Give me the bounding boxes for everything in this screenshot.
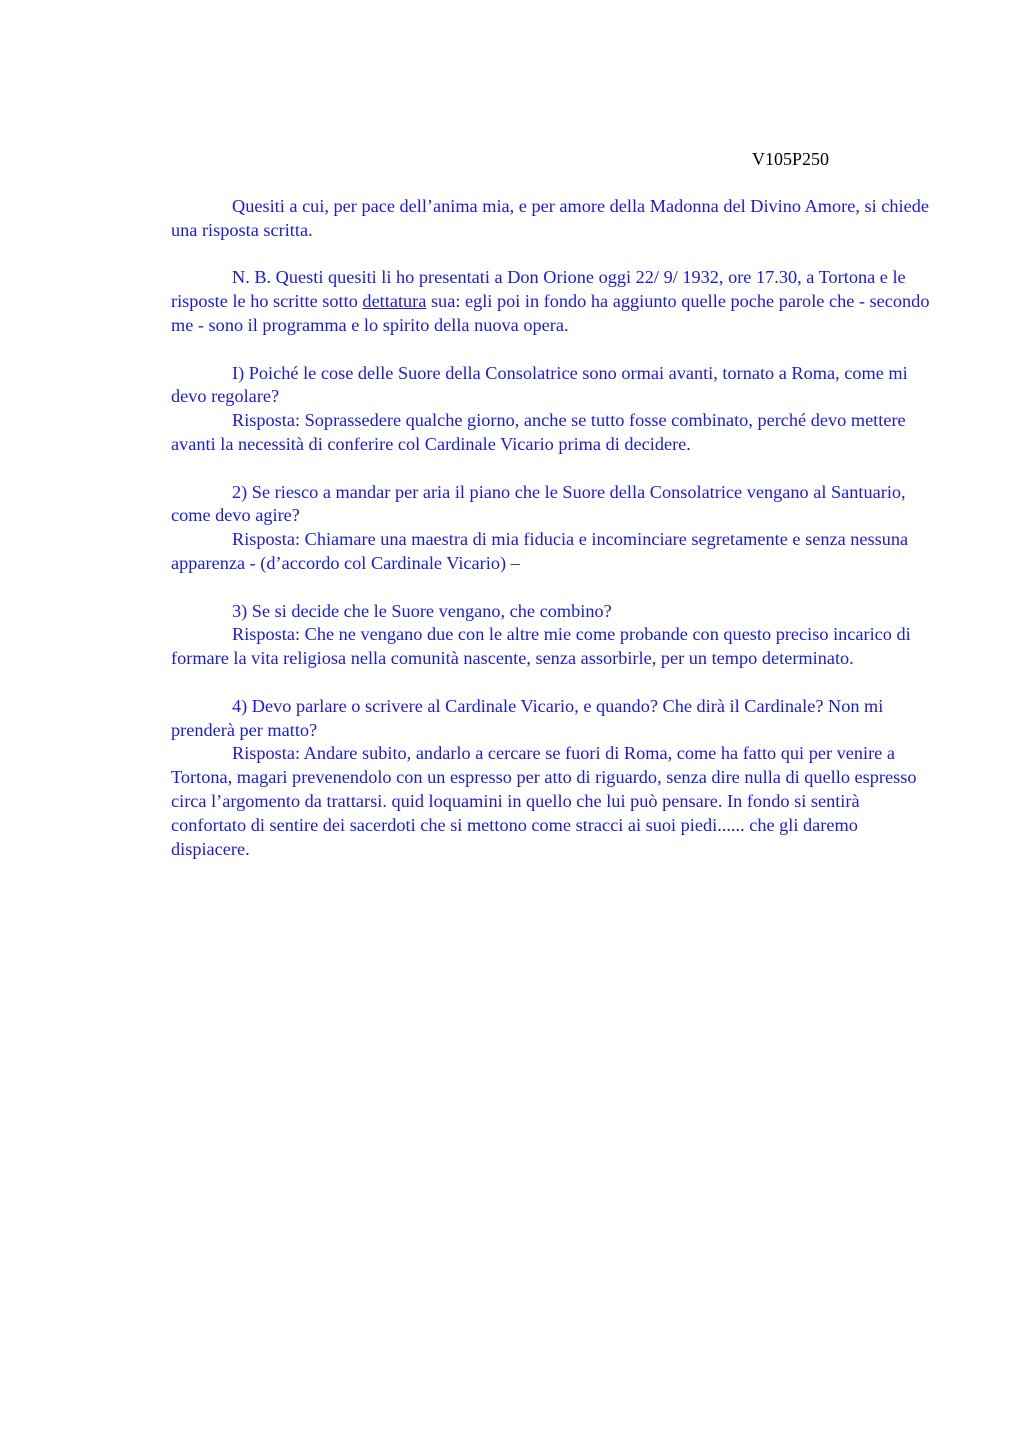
note-text-after: sua: egli poi in fondo ha aggiunto quelle poche parole che - secondo me - sono il programma e lo spirito della nuova opera. [171,291,930,335]
answer-2: Risposta: Chiamare una maestra di mia fiducia e incominciare segretamente e senza nessuna apparenza - (d’accordo col Cardinale Vicario) – [171,529,909,573]
note-underlined-word: dettatura [362,291,427,312]
page-reference: V105P250 [752,149,830,169]
question-1: I) Poiché le cose delle Suore della Consolatrice sono ormai avanti, tornato a Roma, come mi devo regolare? [171,362,908,407]
intro-paragraph: Quesiti a cui, per pace dell’anima mia, e per amore della Madonna del Divino Amore, si chiede una risposta scritta. [171,196,929,240]
answer-3: Risposta: Che ne vengano due con le altre mie come probande con questo preciso incarico di formare la vita religiosa nella comunità nascente, senza assorbirle, per un tempo determinato. [171,624,911,669]
note-paragraph [171,266,931,337]
document-body [171,195,931,861]
answer-4: Risposta: Andare subito, andarlo a cercare se fuori di Roma, come ha fatto qui per venire a Tortona, magari prevenendolo con un espresso per atto di riguardo, senza dire nulla di quello espresso circa l’argomento da trattarsi. quid loquamini in quello che lui può pensare. In fondo si sentirà confortato di sentire dei sacerdoti che si mettono come stracci ai suoi piedi...... che gli daremo dispiacere. [171,743,917,859]
question-4: 4) Devo parlare o scrivere al Cardinale Vicario, e quando? Che dirà il Cardinale? Non mi prenderà per matto? [171,695,884,740]
answer-1: Risposta: Soprassedere qualche giorno, anche se tutto fosse combinato, perché devo mettere avanti la necessità di conferire col Cardinale Vicario prima di decidere. [171,410,906,454]
question-2: 2) Se riesco a mandar per aria il piano che le Suore della Consolatrice vengano al Santuario, come devo agire? [171,481,906,526]
question-3: 3) Se si decide che le Suore vengano, che combino? [232,600,612,621]
note-text-before: N. B. Questi quesiti li ho presentati a Don Orione oggi 22/ 9/ 1932, ore 17.30, a Tortona e le risposte le ho scritte sotto [171,267,906,312]
